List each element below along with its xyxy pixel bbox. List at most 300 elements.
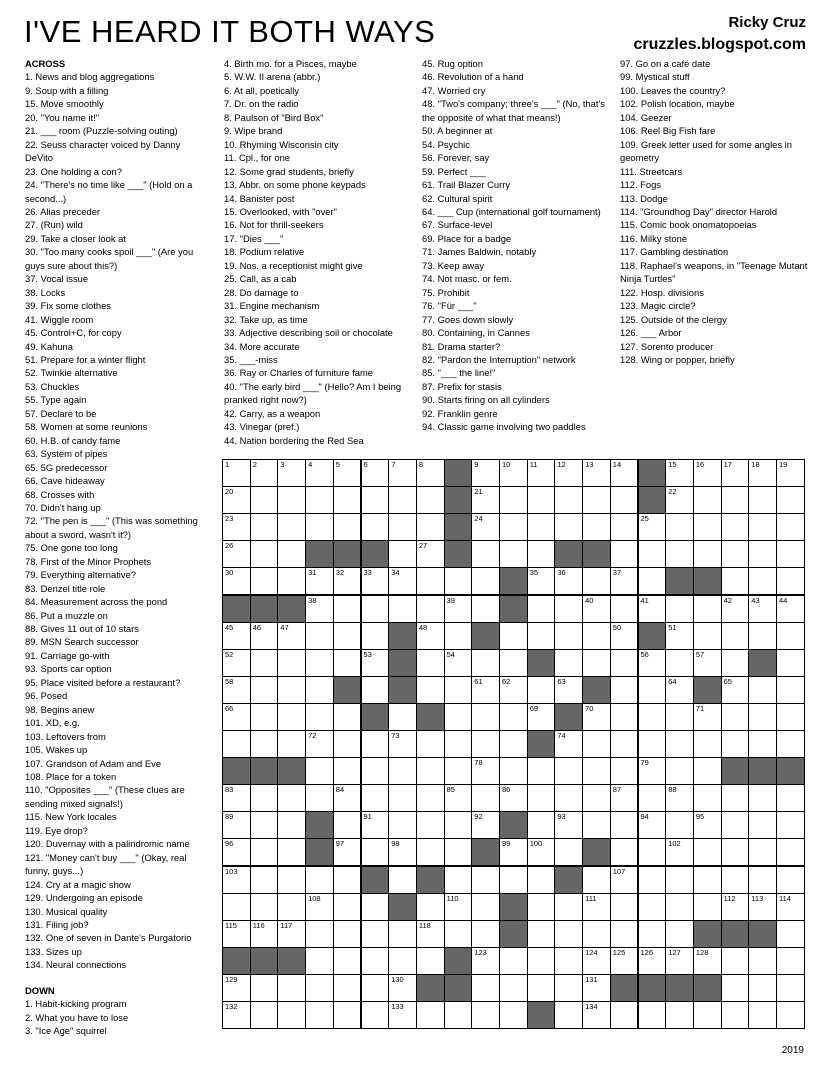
grid-cell[interactable] — [721, 513, 750, 541]
grid-cell[interactable] — [471, 974, 500, 1002]
grid-cell[interactable] — [554, 595, 583, 623]
grid-cell[interactable] — [361, 595, 390, 623]
grid-cell[interactable] — [388, 920, 417, 948]
grid-cell[interactable] — [305, 649, 334, 677]
grid-cell[interactable] — [638, 730, 667, 758]
grid-cell[interactable] — [444, 893, 473, 921]
grid-cell[interactable] — [250, 784, 279, 812]
grid-cell[interactable] — [665, 459, 694, 487]
grid-cell[interactable] — [582, 974, 611, 1002]
grid-cell[interactable] — [776, 622, 805, 650]
grid-cell[interactable] — [416, 730, 445, 758]
grid-cell[interactable] — [582, 567, 611, 595]
grid-cell[interactable] — [305, 784, 334, 812]
grid-cell[interactable] — [610, 920, 639, 948]
grid-cell[interactable] — [471, 1001, 500, 1029]
grid-cell[interactable] — [638, 757, 667, 785]
grid-cell[interactable] — [748, 567, 777, 595]
grid-cell[interactable] — [333, 513, 362, 541]
grid-cell[interactable] — [693, 811, 722, 839]
grid-cell[interactable] — [665, 784, 694, 812]
grid-cell[interactable] — [610, 676, 639, 704]
grid-cell[interactable] — [416, 676, 445, 704]
grid-cell[interactable] — [222, 540, 251, 568]
grid-cell[interactable] — [250, 974, 279, 1002]
grid-cell[interactable] — [388, 730, 417, 758]
grid-cell[interactable] — [693, 866, 722, 894]
grid-cell[interactable] — [554, 649, 583, 677]
grid-cell[interactable] — [305, 703, 334, 731]
grid-cell[interactable] — [277, 920, 306, 948]
grid-cell[interactable] — [582, 513, 611, 541]
grid-cell[interactable] — [610, 947, 639, 975]
grid-cell[interactable] — [554, 920, 583, 948]
grid-cell[interactable] — [444, 730, 473, 758]
grid-cell[interactable] — [665, 811, 694, 839]
grid-cell[interactable] — [776, 811, 805, 839]
grid-cell[interactable] — [388, 974, 417, 1002]
grid-cell[interactable] — [250, 730, 279, 758]
grid-cell[interactable] — [748, 622, 777, 650]
grid-cell[interactable] — [333, 893, 362, 921]
grid-cell[interactable] — [305, 920, 334, 948]
grid-cell[interactable] — [665, 622, 694, 650]
grid-cell[interactable] — [333, 1001, 362, 1029]
grid-cell[interactable] — [361, 811, 390, 839]
grid-cell[interactable] — [776, 567, 805, 595]
grid-cell[interactable] — [499, 757, 528, 785]
grid-cell[interactable] — [250, 703, 279, 731]
grid-cell[interactable] — [444, 757, 473, 785]
grid-cell[interactable] — [527, 595, 556, 623]
grid-cell[interactable] — [776, 649, 805, 677]
grid-cell[interactable] — [554, 757, 583, 785]
grid-cell[interactable] — [610, 784, 639, 812]
grid-cell[interactable] — [388, 947, 417, 975]
grid-cell[interactable] — [748, 595, 777, 623]
grid-cell[interactable] — [610, 838, 639, 866]
grid-cell[interactable] — [721, 567, 750, 595]
grid-cell[interactable] — [361, 459, 390, 487]
grid-cell[interactable] — [444, 1001, 473, 1029]
grid-cell[interactable] — [721, 1001, 750, 1029]
grid-cell[interactable] — [554, 838, 583, 866]
grid-cell[interactable] — [444, 838, 473, 866]
grid-cell[interactable] — [554, 730, 583, 758]
grid-cell[interactable] — [444, 920, 473, 948]
grid-cell[interactable] — [471, 947, 500, 975]
grid-cell[interactable] — [277, 513, 306, 541]
grid-cell[interactable] — [582, 920, 611, 948]
grid-cell[interactable] — [444, 595, 473, 623]
grid-cell[interactable] — [250, 486, 279, 514]
grid-cell[interactable] — [361, 947, 390, 975]
grid-cell[interactable] — [748, 459, 777, 487]
grid-cell[interactable] — [444, 703, 473, 731]
grid-cell[interactable] — [582, 811, 611, 839]
grid-cell[interactable] — [444, 567, 473, 595]
grid-cell[interactable] — [222, 920, 251, 948]
grid-cell[interactable] — [499, 730, 528, 758]
grid-cell[interactable] — [721, 811, 750, 839]
grid-cell[interactable] — [776, 866, 805, 894]
grid-cell[interactable] — [582, 893, 611, 921]
grid-cell[interactable] — [277, 540, 306, 568]
grid-cell[interactable] — [554, 947, 583, 975]
grid-cell[interactable] — [665, 540, 694, 568]
grid-cell[interactable] — [333, 730, 362, 758]
grid-cell[interactable] — [305, 1001, 334, 1029]
grid-cell[interactable] — [361, 784, 390, 812]
grid-cell[interactable] — [638, 866, 667, 894]
grid-cell[interactable] — [388, 784, 417, 812]
grid-cell[interactable] — [416, 838, 445, 866]
grid-cell[interactable] — [554, 784, 583, 812]
grid-cell[interactable] — [444, 622, 473, 650]
grid-cell[interactable] — [776, 974, 805, 1002]
grid-cell[interactable] — [776, 730, 805, 758]
grid-cell[interactable] — [748, 1001, 777, 1029]
grid-cell[interactable] — [776, 703, 805, 731]
grid-cell[interactable] — [554, 622, 583, 650]
grid-cell[interactable] — [388, 459, 417, 487]
grid-cell[interactable] — [388, 811, 417, 839]
grid-cell[interactable] — [277, 1001, 306, 1029]
grid-cell[interactable] — [222, 567, 251, 595]
grid-cell[interactable] — [554, 513, 583, 541]
grid-cell[interactable] — [305, 486, 334, 514]
grid-cell[interactable] — [527, 974, 556, 1002]
grid-cell[interactable] — [333, 486, 362, 514]
grid-cell[interactable] — [222, 811, 251, 839]
grid-cell[interactable] — [277, 703, 306, 731]
grid-cell[interactable] — [721, 784, 750, 812]
grid-cell[interactable] — [638, 784, 667, 812]
grid-cell[interactable] — [748, 811, 777, 839]
grid-cell[interactable] — [388, 866, 417, 894]
grid-cell[interactable] — [582, 649, 611, 677]
grid-cell[interactable] — [748, 974, 777, 1002]
grid-cell[interactable] — [305, 676, 334, 704]
grid-cell[interactable] — [582, 459, 611, 487]
grid-cell[interactable] — [527, 622, 556, 650]
grid-cell[interactable] — [444, 649, 473, 677]
grid-cell[interactable] — [721, 649, 750, 677]
grid-cell[interactable] — [527, 540, 556, 568]
grid-cell[interactable] — [222, 893, 251, 921]
grid-cell[interactable] — [693, 838, 722, 866]
grid-cell[interactable] — [416, 947, 445, 975]
grid-cell[interactable] — [554, 486, 583, 514]
grid-cell[interactable] — [665, 676, 694, 704]
grid-cell[interactable] — [610, 567, 639, 595]
grid-cell[interactable] — [471, 784, 500, 812]
grid-cell[interactable] — [250, 866, 279, 894]
grid-cell[interactable] — [499, 513, 528, 541]
grid-cell[interactable] — [693, 1001, 722, 1029]
grid-cell[interactable] — [250, 513, 279, 541]
grid-cell[interactable] — [416, 811, 445, 839]
grid-cell[interactable] — [665, 893, 694, 921]
grid-cell[interactable] — [610, 649, 639, 677]
grid-cell[interactable] — [305, 974, 334, 1002]
grid-cell[interactable] — [388, 567, 417, 595]
grid-cell[interactable] — [222, 649, 251, 677]
grid-cell[interactable] — [416, 486, 445, 514]
grid-cell[interactable] — [250, 1001, 279, 1029]
grid-cell[interactable] — [776, 893, 805, 921]
grid-cell[interactable] — [305, 622, 334, 650]
grid-cell[interactable] — [333, 866, 362, 894]
grid-cell[interactable] — [721, 893, 750, 921]
grid-cell[interactable] — [277, 838, 306, 866]
grid-cell[interactable] — [222, 838, 251, 866]
grid-cell[interactable] — [610, 730, 639, 758]
grid-cell[interactable] — [471, 730, 500, 758]
grid-cell[interactable] — [721, 676, 750, 704]
grid-cell[interactable] — [776, 595, 805, 623]
grid-cell[interactable] — [665, 757, 694, 785]
grid-cell[interactable] — [748, 730, 777, 758]
website-link[interactable]: cruzzles.blogspot.com — [633, 36, 806, 53]
grid-cell[interactable] — [527, 676, 556, 704]
grid-cell[interactable] — [527, 947, 556, 975]
grid-cell[interactable] — [638, 540, 667, 568]
grid-cell[interactable] — [693, 486, 722, 514]
grid-cell[interactable] — [444, 811, 473, 839]
grid-cell[interactable] — [277, 459, 306, 487]
grid-cell[interactable] — [721, 540, 750, 568]
grid-cell[interactable] — [333, 784, 362, 812]
grid-cell[interactable] — [277, 567, 306, 595]
grid-cell[interactable] — [333, 757, 362, 785]
grid-cell[interactable] — [527, 893, 556, 921]
grid-cell[interactable] — [776, 920, 805, 948]
grid-cell[interactable] — [721, 459, 750, 487]
grid-cell[interactable] — [471, 567, 500, 595]
grid-cell[interactable] — [721, 703, 750, 731]
grid-cell[interactable] — [693, 513, 722, 541]
grid-cell[interactable] — [250, 459, 279, 487]
grid-cell[interactable] — [333, 567, 362, 595]
grid-cell[interactable] — [610, 595, 639, 623]
grid-cell[interactable] — [305, 730, 334, 758]
grid-cell[interactable] — [665, 866, 694, 894]
grid-cell[interactable] — [499, 974, 528, 1002]
grid-cell[interactable] — [748, 866, 777, 894]
grid-cell[interactable] — [222, 1001, 251, 1029]
grid-cell[interactable] — [638, 811, 667, 839]
grid-cell[interactable] — [693, 649, 722, 677]
grid-cell[interactable] — [693, 595, 722, 623]
grid-cell[interactable] — [693, 947, 722, 975]
grid-cell[interactable] — [527, 811, 556, 839]
grid-cell[interactable] — [776, 838, 805, 866]
grid-cell[interactable] — [610, 486, 639, 514]
grid-cell[interactable] — [471, 893, 500, 921]
grid-cell[interactable] — [250, 622, 279, 650]
grid-cell[interactable] — [361, 920, 390, 948]
grid-cell[interactable] — [610, 1001, 639, 1029]
grid-cell[interactable] — [776, 784, 805, 812]
grid-cell[interactable] — [554, 459, 583, 487]
grid-cell[interactable] — [721, 866, 750, 894]
grid-cell[interactable] — [277, 784, 306, 812]
grid-cell[interactable] — [499, 676, 528, 704]
grid-cell[interactable] — [499, 1001, 528, 1029]
grid-cell[interactable] — [361, 1001, 390, 1029]
grid-cell[interactable] — [582, 595, 611, 623]
grid-cell[interactable] — [610, 622, 639, 650]
grid-cell[interactable] — [638, 595, 667, 623]
grid-cell[interactable] — [582, 703, 611, 731]
grid-cell[interactable] — [527, 838, 556, 866]
grid-cell[interactable] — [416, 920, 445, 948]
grid-cell[interactable] — [554, 811, 583, 839]
grid-cell[interactable] — [499, 486, 528, 514]
grid-cell[interactable] — [582, 947, 611, 975]
grid-cell[interactable] — [582, 866, 611, 894]
grid-cell[interactable] — [610, 459, 639, 487]
grid-cell[interactable] — [361, 838, 390, 866]
grid-cell[interactable] — [638, 947, 667, 975]
grid-cell[interactable] — [416, 595, 445, 623]
grid-cell[interactable] — [610, 513, 639, 541]
grid-cell[interactable] — [333, 459, 362, 487]
grid-cell[interactable] — [333, 595, 362, 623]
grid-cell[interactable] — [721, 730, 750, 758]
grid-cell[interactable] — [361, 649, 390, 677]
grid-cell[interactable] — [277, 866, 306, 894]
grid-cell[interactable] — [222, 459, 251, 487]
grid-cell[interactable] — [416, 459, 445, 487]
grid-cell[interactable] — [471, 540, 500, 568]
grid-cell[interactable] — [333, 920, 362, 948]
grid-cell[interactable] — [748, 947, 777, 975]
grid-cell[interactable] — [222, 974, 251, 1002]
grid-cell[interactable] — [333, 947, 362, 975]
grid-cell[interactable] — [776, 1001, 805, 1029]
grid-cell[interactable] — [748, 486, 777, 514]
grid-cell[interactable] — [250, 838, 279, 866]
grid-cell[interactable] — [250, 676, 279, 704]
grid-cell[interactable] — [610, 703, 639, 731]
grid-cell[interactable] — [527, 703, 556, 731]
grid-cell[interactable] — [610, 811, 639, 839]
grid-cell[interactable] — [582, 486, 611, 514]
grid-cell[interactable] — [305, 459, 334, 487]
grid-cell[interactable] — [222, 676, 251, 704]
grid-cell[interactable] — [499, 649, 528, 677]
grid-cell[interactable] — [305, 595, 334, 623]
grid-cell[interactable] — [721, 947, 750, 975]
grid-cell[interactable] — [388, 513, 417, 541]
grid-cell[interactable] — [721, 622, 750, 650]
grid-cell[interactable] — [333, 703, 362, 731]
grid-cell[interactable] — [416, 513, 445, 541]
grid-cell[interactable] — [250, 893, 279, 921]
grid-cell[interactable] — [250, 540, 279, 568]
grid-cell[interactable] — [527, 920, 556, 948]
grid-cell[interactable] — [305, 567, 334, 595]
grid-cell[interactable] — [527, 757, 556, 785]
grid-cell[interactable] — [638, 513, 667, 541]
grid-cell[interactable] — [721, 595, 750, 623]
grid-cell[interactable] — [305, 893, 334, 921]
grid-cell[interactable] — [748, 784, 777, 812]
grid-cell[interactable] — [305, 757, 334, 785]
grid-cell[interactable] — [582, 730, 611, 758]
grid-cell[interactable] — [471, 811, 500, 839]
grid-cell[interactable] — [277, 974, 306, 1002]
grid-cell[interactable] — [638, 1001, 667, 1029]
grid-cell[interactable] — [665, 1001, 694, 1029]
grid-cell[interactable] — [554, 974, 583, 1002]
grid-cell[interactable] — [222, 513, 251, 541]
grid-cell[interactable] — [416, 540, 445, 568]
grid-cell[interactable] — [388, 486, 417, 514]
grid-cell[interactable] — [499, 838, 528, 866]
grid-cell[interactable] — [554, 676, 583, 704]
grid-cell[interactable] — [748, 513, 777, 541]
grid-cell[interactable] — [471, 920, 500, 948]
grid-cell[interactable] — [665, 947, 694, 975]
grid-cell[interactable] — [388, 540, 417, 568]
grid-cell[interactable] — [499, 866, 528, 894]
grid-cell[interactable] — [748, 703, 777, 731]
grid-cell[interactable] — [748, 676, 777, 704]
grid-cell[interactable] — [499, 540, 528, 568]
grid-cell[interactable] — [416, 757, 445, 785]
grid-cell[interactable] — [305, 947, 334, 975]
grid-cell[interactable] — [748, 838, 777, 866]
grid-cell[interactable] — [333, 811, 362, 839]
grid-cell[interactable] — [361, 567, 390, 595]
grid-cell[interactable] — [388, 1001, 417, 1029]
grid-cell[interactable] — [582, 1001, 611, 1029]
grid-cell[interactable] — [361, 676, 390, 704]
grid-cell[interactable] — [416, 622, 445, 650]
grid-cell[interactable] — [721, 974, 750, 1002]
grid-cell[interactable] — [776, 486, 805, 514]
grid-cell[interactable] — [665, 730, 694, 758]
grid-cell[interactable] — [388, 703, 417, 731]
grid-cell[interactable] — [638, 838, 667, 866]
grid-cell[interactable] — [748, 540, 777, 568]
grid-cell[interactable] — [582, 622, 611, 650]
grid-cell[interactable] — [361, 486, 390, 514]
grid-cell[interactable] — [277, 730, 306, 758]
grid-cell[interactable] — [471, 486, 500, 514]
grid-cell[interactable] — [665, 703, 694, 731]
grid-cell[interactable] — [333, 838, 362, 866]
grid-cell[interactable] — [499, 947, 528, 975]
grid-cell[interactable] — [471, 757, 500, 785]
grid-cell[interactable] — [693, 703, 722, 731]
grid-cell[interactable] — [222, 703, 251, 731]
grid-cell[interactable] — [776, 513, 805, 541]
grid-cell[interactable] — [222, 866, 251, 894]
grid-cell[interactable] — [665, 920, 694, 948]
grid-cell[interactable] — [277, 893, 306, 921]
grid-cell[interactable] — [693, 622, 722, 650]
grid-cell[interactable] — [638, 676, 667, 704]
grid-cell[interactable] — [665, 513, 694, 541]
grid-cell[interactable] — [776, 947, 805, 975]
grid-cell[interactable] — [333, 974, 362, 1002]
grid-cell[interactable] — [665, 486, 694, 514]
grid-cell[interactable] — [665, 838, 694, 866]
